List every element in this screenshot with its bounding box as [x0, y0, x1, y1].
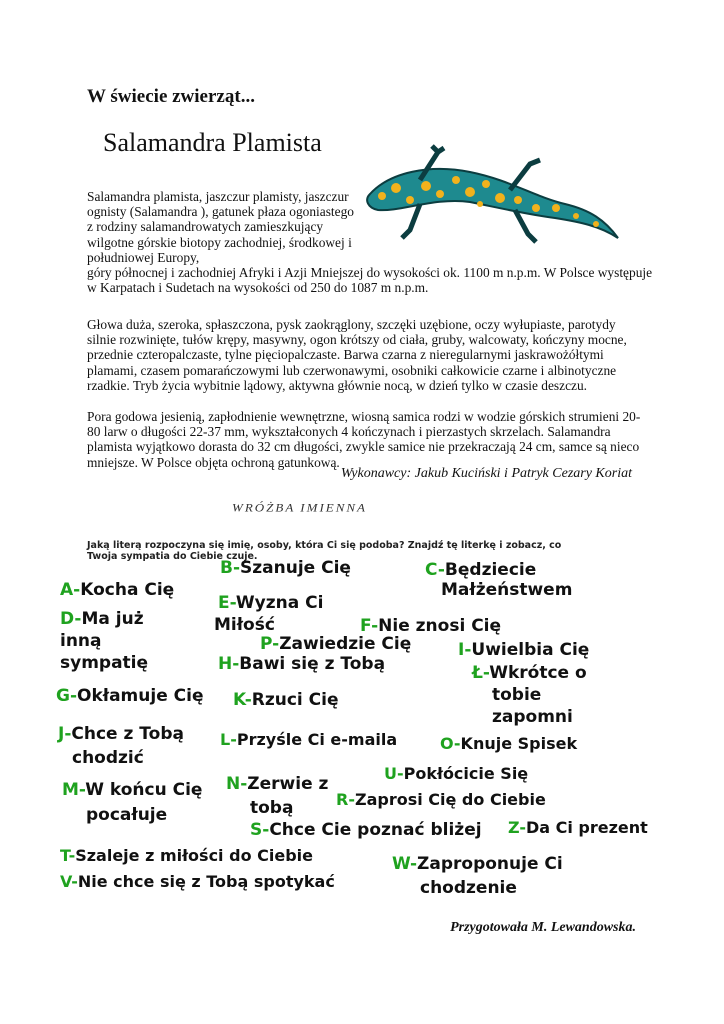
entry-i [458, 640, 589, 660]
entry-s [250, 820, 482, 840]
entry-letter: Ł- [472, 663, 490, 683]
entry-text-2: tobą [250, 798, 294, 818]
entry-k [233, 690, 339, 710]
entry-text: Wyzna Ci [235, 593, 324, 613]
entry-letter: W- [392, 854, 418, 874]
entry-text: Bawi się z Tobą [239, 654, 386, 674]
entry-letter: I- [458, 640, 472, 660]
entry-letter: C- [425, 560, 445, 580]
entry-text: Rzuci Cię [251, 690, 339, 710]
entry-text: Nie znosi Cię [378, 616, 502, 636]
entry-text-3: sympatię [60, 653, 149, 673]
entry-text: Nie chce się z Tobą spotykać [77, 872, 335, 891]
entry-b [220, 558, 351, 578]
entry-r [336, 790, 546, 810]
entry-letter: Z- [508, 818, 526, 837]
entry-text-2: pocałuje [86, 805, 168, 825]
footer-author: Przygotowała M. Lewandowska. [450, 920, 636, 935]
entry-text: Szaleje z miłości do Ciebie [75, 846, 313, 865]
entry-v [60, 872, 335, 892]
entry-u [384, 764, 528, 784]
entry-text: Zawiedzie Cię [279, 634, 412, 654]
entry-text-3: zapomni [492, 707, 573, 727]
quiz-title: WRÓŻBA IMIENNA [232, 500, 367, 515]
entry-letter: S- [250, 820, 270, 840]
entry-j [58, 722, 184, 770]
entry-e [214, 592, 324, 636]
entry-letter: B- [220, 558, 241, 578]
entry-text-2: chodzić [72, 748, 144, 768]
entry-letter: T- [60, 846, 76, 865]
entry-t [60, 846, 313, 866]
entry-l [220, 730, 397, 750]
article-paragraph-1: Salamandra plamista, jaszczur plamisty, jaszczur ognisty (Salamandra ), gatunek płaza ogoniastego z rodziny salamandrowatych zamieszkujący wilgotne górskie biotopy zachodniej, środkowej i południowej Europy, [87, 189, 354, 265]
quiz-instruction: Jaką literą rozpoczyna się imię, osoby, która Ci się podoba? Znajdź tę literkę i zobacz, co Twoja sympatia do Ciebie czuje. [87, 540, 562, 562]
entry-letter: J- [58, 724, 72, 744]
article-paragraph-1-cont: góry północnej i zachodniej Afryki i Azji Mniejszej do wysokości ok. 1100 m n.p.m. W Polsce występuje w Karpatach i Sudetach na wysokości od 250 do 1087 m n.p.m. [87, 265, 653, 296]
entry-text-2: tobie [492, 685, 542, 705]
entry-letter: V- [60, 872, 78, 891]
entry-letter: A- [60, 580, 81, 600]
entry-text: Zerwie z [247, 774, 329, 794]
entry-n [226, 772, 328, 820]
section-title: W świecie zwierząt... [87, 86, 255, 107]
article-paragraph-3: Pora godowa jesienią, zapłodnienie wewnętrzne, wiosną samica rodzi w wodzie górskich strumieni 20-80 larw o długości 22-37 mm, wykształconych 4 kończynach i pierzastych skrzelach. Salamandra plamista wyjątkowo dorasta do 32 cm długości, zwykle samice nie przekraczają 24 cm, samce są nieco mniejsze. W Polsce objęta ochroną gatunkową. [87, 409, 641, 470]
entry-h [218, 654, 385, 674]
entry-text-2: Małżeństwem [441, 580, 573, 600]
salamander-illustration [360, 142, 622, 252]
entry-text: Zaproponuje Ci [417, 854, 563, 874]
entry-letter: O- [440, 734, 461, 753]
entry-text: Wkrótce o [489, 663, 587, 683]
entry-w [392, 852, 563, 900]
entry-f [360, 616, 501, 636]
entry-letter: M- [62, 780, 86, 800]
entry-text: Zaprosi Cię do Ciebie [354, 790, 546, 809]
entry-letter: E- [218, 593, 236, 613]
entry-letter: K- [233, 690, 252, 710]
entry-letter: L- [220, 730, 237, 749]
entry-letter: G- [56, 686, 78, 706]
entry-letter: N- [226, 774, 248, 794]
entry-text-2: chodzenie [420, 878, 517, 898]
entry-z [508, 818, 648, 838]
entry-letter: R- [336, 790, 355, 809]
entry-text: Okłamuje Cię [77, 686, 204, 706]
article-paragraph-2: Głowa duża, szeroka, spłaszczona, pysk zaokrąglony, szczęki uzębione, oczy wyłupiaste, parotydy silnie rozwinięte, tułów krępy, masywny, ogon krótszy od ciała, gruby, walcowaty, kończyny mocne, przednie czteropalczaste, tylne pięciopalczaste. Barwa czarna z nieregularnymi jaskrawożółtymi plamami, czasem pomarańczowymi lub czerwonawymi, osobniki całkowicie czarne i albinotyczne rzadkie. Tryb życia wybitnie lądowy, aktywna głównie nocą, w dzień tylko w czasie deszczu. [87, 317, 627, 393]
entry-letter: D- [60, 609, 82, 629]
entry-text: Będziecie [444, 560, 537, 580]
entry-l-stroke [472, 662, 587, 728]
entry-g [56, 686, 203, 706]
entry-text: Przyśle Ci e-maila [236, 730, 398, 749]
entry-c [425, 560, 572, 600]
entry-text: Chce Cie poznać bliżej [269, 820, 482, 840]
entry-text-2: inną [60, 631, 102, 651]
entry-letter: P- [260, 634, 280, 654]
entry-text-2: Miłość [214, 615, 275, 635]
entry-text: Ma już [81, 609, 144, 629]
entry-letter: H- [218, 654, 240, 674]
entry-text: Chce z Tobą [71, 724, 184, 744]
entry-text: Kocha Cię [80, 580, 175, 600]
credits: Wykonawcy: Jakub Kuciński i Patryk Cezary Koriat [340, 466, 632, 481]
entry-letter: F- [360, 616, 379, 636]
entry-text: Uwielbia Cię [471, 640, 590, 660]
entry-a [60, 580, 174, 600]
entry-p [260, 634, 411, 654]
page-title: Salamandra Plamista [103, 128, 322, 157]
entry-d [60, 608, 148, 674]
entry-text: Szanuje Cię [240, 558, 351, 578]
entry-text: W końcu Cię [85, 780, 203, 800]
entry-m [62, 778, 202, 828]
entry-letter: U- [384, 764, 404, 783]
entry-o [440, 734, 577, 754]
entry-text: Da Ci prezent [525, 818, 648, 837]
entry-text: Knuje Spisek [460, 734, 578, 753]
entry-text: Pokłócicie Się [403, 764, 529, 783]
